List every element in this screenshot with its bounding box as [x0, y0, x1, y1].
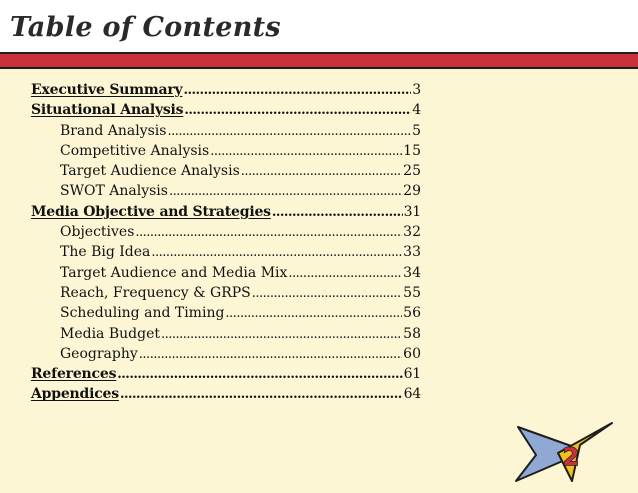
- toc-entry-label: Competitive Analysis: [60, 142, 210, 159]
- toc-entry-label: Media Budget: [60, 325, 160, 342]
- toc-leader-dots: [183, 81, 411, 101]
- toc-entry-label: Reach, Frequency & GRPS: [60, 284, 251, 301]
- toc-entry-label: Objectives: [60, 224, 135, 241]
- toc-leader-dots: [139, 345, 402, 365]
- toc-entry-target-audience-and-media-mix[interactable]: [31, 263, 421, 283]
- toc-entry-label: Target Audience and Media Mix: [60, 264, 288, 281]
- toc-entry-label: Situational Analysis: [31, 102, 184, 119]
- toc-entry-page: 29: [403, 183, 421, 200]
- toc-entry-page: 4: [412, 102, 421, 119]
- toc-leader-dots: [135, 223, 402, 243]
- toc-entry-label: SWOT Analysis: [60, 183, 168, 200]
- toc-entry-brand-analysis[interactable]: [31, 121, 421, 141]
- toc-entry-situational-analysis[interactable]: [31, 100, 421, 120]
- toc-entry-page: 33: [403, 244, 421, 261]
- header-bar: [0, 0, 638, 52]
- toc-entry-media-budget[interactable]: [31, 324, 421, 344]
- header-divider-band: [0, 52, 638, 69]
- toc-leader-dots: [120, 385, 403, 405]
- toc-entry-page: 15: [403, 142, 421, 159]
- toc-entry-references[interactable]: [31, 364, 421, 384]
- toc-leader-dots: [184, 101, 411, 121]
- page-number-badge: [514, 421, 616, 487]
- toc-entry-scheduling-and-timing[interactable]: [31, 303, 421, 323]
- toc-entry-label: The Big Idea: [60, 244, 151, 261]
- toc-leader-dots: [241, 162, 402, 182]
- toc-entry-appendices[interactable]: [31, 384, 421, 404]
- toc-entry-page: 60: [403, 345, 421, 362]
- toc-entry-competitive-analysis[interactable]: [31, 141, 421, 161]
- toc-leader-dots: [169, 182, 402, 202]
- toc-leader-dots: [252, 284, 402, 304]
- toc-leader-dots: [167, 122, 411, 142]
- toc-entry-page: 58: [403, 325, 421, 342]
- toc-entry-label: Target Audience Analysis: [60, 163, 240, 180]
- toc-entry-reach-frequency-grps[interactable]: [31, 283, 421, 303]
- toc-entry-page: 5: [412, 122, 421, 139]
- toc-entry-swot-analysis[interactable]: [31, 181, 421, 201]
- table-of-contents: [31, 80, 421, 405]
- toc-leader-dots: [151, 243, 402, 263]
- toc-entry-label: Brand Analysis: [60, 122, 167, 139]
- toc-leader-dots: [288, 264, 402, 284]
- toc-entry-geography[interactable]: [31, 344, 421, 364]
- toc-entry-target-audience-analysis[interactable]: [31, 161, 421, 181]
- toc-entry-page: 34: [403, 264, 421, 281]
- toc-entry-label: References: [31, 366, 117, 383]
- toc-leader-dots: [117, 365, 402, 385]
- toc-entry-page: 61: [403, 366, 421, 383]
- toc-entry-executive-summary[interactable]: [31, 80, 421, 100]
- toc-entry-the-big-idea[interactable]: [31, 242, 421, 262]
- toc-entry-page: 25: [403, 163, 421, 180]
- toc-entry-page: 3: [412, 82, 421, 98]
- page-title: Table of Contents: [10, 12, 281, 43]
- toc-entry-media-objective-and-strategies[interactable]: [31, 202, 421, 222]
- toc-leader-dots: [225, 304, 402, 324]
- toc-entry-label: Media Objective and Strategies: [31, 203, 271, 220]
- toc-leader-dots: [210, 142, 402, 162]
- toc-entry-page: 55: [403, 284, 421, 301]
- toc-entry-label: Executive Summary: [31, 82, 183, 98]
- toc-entry-label: Scheduling and Timing: [60, 305, 225, 322]
- toc-leader-dots: [272, 203, 403, 223]
- toc-entry-objectives[interactable]: [31, 222, 421, 242]
- toc-entry-page: 56: [403, 305, 421, 322]
- toc-entry-page: 31: [403, 203, 421, 220]
- toc-entry-label: Appendices: [31, 386, 119, 403]
- toc-entry-page: 64: [403, 386, 421, 403]
- toc-leader-dots: [161, 325, 402, 345]
- toc-entry-page: 32: [403, 224, 421, 241]
- toc-entry-label: Geography: [60, 345, 138, 362]
- page-number: 2: [562, 443, 580, 471]
